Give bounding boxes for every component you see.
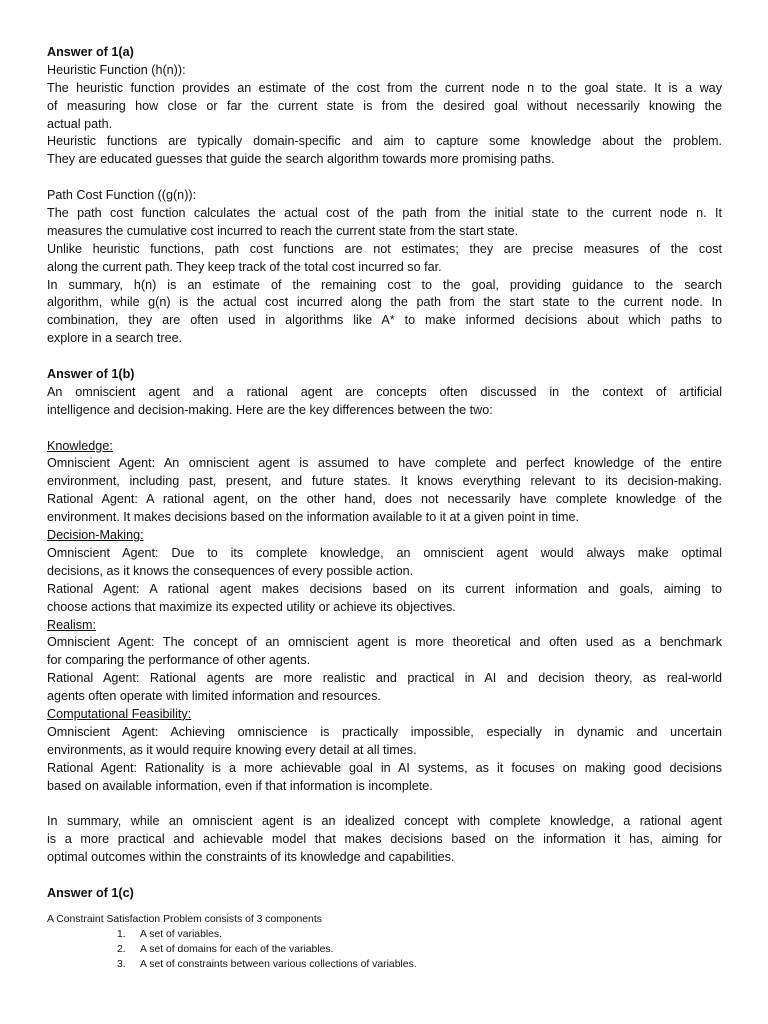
paragraph-decision-rational <box>47 581 722 617</box>
text-line: actual path. <box>47 116 113 131</box>
list-item <box>47 942 722 957</box>
text-line: The heuristic function provides an estimate of the cost from the current node n to the goal state. It is a way <box>47 80 722 95</box>
subheading-computational-feasibility: Computational Feasibility: <box>47 706 192 721</box>
paragraph-summary-1a <box>47 277 722 349</box>
text-line: choose actions that maximize its expected utility or achieve its objectives. <box>47 599 456 614</box>
list-item <box>47 957 722 972</box>
text-line: decisions, as it knows the consequences of every possible action. <box>47 563 414 578</box>
text-line: Heuristic functions are typically domain-specific and aim to capture some knowledge about the problem. <box>47 134 722 149</box>
subheading-knowledge: Knowledge: <box>47 438 113 453</box>
text-line: of measuring how close or far the current state is from the desired goal without necessarily knowing the <box>47 98 722 113</box>
text-line: measures the cumulative cost incurred to reach the current state from the start state. <box>47 223 519 238</box>
list-text: A set of variables. <box>140 928 223 940</box>
text-line: for comparing the performance of other agents. <box>47 653 311 668</box>
spacer <box>47 903 722 912</box>
spacer <box>47 169 722 187</box>
paragraph-computational-omniscient <box>47 724 722 760</box>
paragraph-heuristic-domain <box>47 133 722 169</box>
text-line: agents often operate with limited information and resources. <box>47 689 381 704</box>
paragraph-path-cost-definition <box>47 205 722 241</box>
text-line: combination, they are often used in algorithms like A* to make informed decisions about which paths to <box>47 313 722 328</box>
list-number: 2. <box>117 943 126 955</box>
text-line: along the current path. They keep track of the total cost incurred so far. <box>47 259 442 274</box>
text-line: In summary, while an omniscient agent is an idealized concept with complete knowledge, a rational agent <box>47 814 722 829</box>
text-line: optimal outcomes within the constraints of its knowledge and capabilities. <box>47 850 455 865</box>
list-text: A set of constraints between various collections of variables. <box>140 958 417 970</box>
spacer <box>47 795 722 813</box>
heading-1c: Answer of 1(c) <box>47 885 134 900</box>
paragraph-knowledge-rational <box>47 491 722 527</box>
paragraph-path-cost-precise <box>47 241 722 277</box>
text-line: In summary, h(n) is an estimate of the remaining cost to the goal, providing guidance to the search <box>47 277 722 292</box>
text-line: Unlike heuristic functions, path cost functions are not estimates; they are precise measures of the cost <box>47 241 722 256</box>
subheading-decision-making: Decision-Making: <box>47 528 144 543</box>
text-line: based on available information, even if that information is incomplete. <box>47 778 433 793</box>
paragraph-realism-rational <box>47 670 722 706</box>
text-line: environments, as it would require knowing every detail at all times. <box>47 742 417 757</box>
heading-1a: Answer of 1(a) <box>47 45 134 59</box>
text-line: They are educated guesses that guide the search algorithm towards more promising paths. <box>47 152 555 167</box>
paragraph-heuristic-definition <box>47 80 722 134</box>
paragraph-computational-rational <box>47 760 722 796</box>
csp-components-list <box>47 927 722 972</box>
text-line: The path cost function calculates the actual cost of the path from the initial state to the current node n. It <box>47 206 722 221</box>
text-line: explore in a search tree. <box>47 331 183 346</box>
paragraph-intro-1b <box>47 384 722 420</box>
path-cost-title: Path Cost Function ((g(n)): <box>47 188 197 203</box>
paragraph-summary-1b <box>47 813 722 867</box>
text-line: Rational Agent: A rational agent, on the other hand, does not necessarily have complete knowledge of the <box>47 492 722 507</box>
text-line: Omniscient Agent: Achieving omniscience is practically impossible, especially in dynamic and uncertain <box>47 724 722 739</box>
spacer <box>47 348 722 366</box>
text-line: Rational Agent: Rationality is a more achievable goal in AI systems, as it focuses on making good decisions <box>47 760 722 775</box>
list-number: 3. <box>117 958 126 970</box>
text-line: Omniscient Agent: An omniscient agent is assumed to have complete and perfect knowledge of the entire <box>47 456 722 471</box>
text-line: Rational Agent: A rational agent makes decisions based on its current information and goals, aiming to <box>47 581 722 596</box>
spacer <box>47 867 722 885</box>
paragraph-realism-omniscient <box>47 634 722 670</box>
paragraph-knowledge-omniscient <box>47 455 722 491</box>
list-text: A set of domains for each of the variables. <box>140 943 334 955</box>
spacer <box>47 420 722 438</box>
document-page <box>47 44 722 972</box>
heading-1b: Answer of 1(b) <box>47 367 135 382</box>
text-line: Omniscient Agent: Due to its complete knowledge, an omniscient agent would always make optimal <box>47 545 722 560</box>
csp-section <box>47 912 722 972</box>
text-line: An omniscient agent and a rational agent are concepts often discussed in the context of artificial <box>47 384 722 399</box>
list-item <box>47 927 722 942</box>
text-line: Omniscient Agent: The concept of an omniscient agent is more theoretical and often used as a benchmark <box>47 635 722 650</box>
heuristic-title: Heuristic Function (h(n)): <box>47 62 186 77</box>
text-line: intelligence and decision-making. Here are the key differences between the two: <box>47 402 493 417</box>
subheading-realism: Realism: <box>47 617 96 632</box>
list-number: 1. <box>117 928 126 940</box>
csp-intro: A Constraint Satisfaction Problem consists of 3 components <box>47 913 322 925</box>
text-line: Rational Agent: Rational agents are more realistic and practical in AI and decision theory, as real-world <box>47 671 722 686</box>
text-line: algorithm, while g(n) is the actual cost incurred along the path from the start state to the current node. In <box>47 295 722 310</box>
paragraph-decision-omniscient <box>47 545 722 581</box>
text-line: environment. It makes decisions based on the information available to it at a given point in time. <box>47 510 580 525</box>
text-line: environment, including past, present, and future states. It knows everything relevant to its decision-making. <box>47 474 722 489</box>
text-line: is a more practical and achievable model that makes decisions based on the information it has, aiming for <box>47 832 722 847</box>
